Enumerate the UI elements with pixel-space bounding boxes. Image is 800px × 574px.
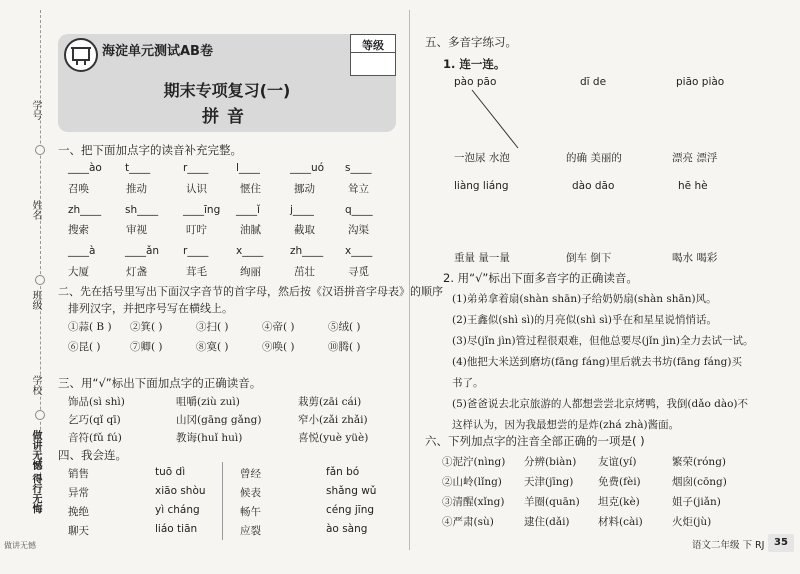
question-2-label: 2. 用“√”标出下面多音字的正确读音。 <box>443 271 638 285</box>
match-hanzi: 销售 <box>68 468 89 480</box>
word: 推动 <box>126 183 147 195</box>
section-5-title: 五、多音字练习。 <box>425 35 517 49</box>
option: 坦克(kè) <box>598 496 640 508</box>
pinyin-blank: r____ <box>183 245 209 257</box>
option: ④严肃(sù) <box>442 516 494 528</box>
grade-label: 等级 <box>362 39 384 52</box>
word: 绚丽 <box>240 266 261 278</box>
school-label: 学校 <box>30 375 41 395</box>
option: 火炬(jù) <box>672 516 712 528</box>
word: 搜索 <box>68 224 89 236</box>
reading-choice: 喜悦(yuè yüè) <box>298 432 369 444</box>
match-hanzi: 聊天 <box>68 525 89 537</box>
reading-choice: 饰品(sì shì) <box>68 396 125 408</box>
sentence: (5)爸爸说去北京旅游的人都想尝尝北京烤鸭，我倒(dǎo dào)不 <box>452 398 749 410</box>
option: 材料(cài) <box>598 516 643 528</box>
char-item: ⑦卿( ) <box>130 341 163 353</box>
word: 大厦 <box>68 266 89 278</box>
class-label: 班级 <box>30 290 41 310</box>
word: 召唤 <box>68 183 89 195</box>
pinyin-blank: ____īng <box>183 204 221 216</box>
match-hanzi: 应裂 <box>240 525 261 537</box>
page-subtitle: 拼音 <box>202 107 252 127</box>
word: 茸毛 <box>186 266 207 278</box>
polyphone-words: 重量 量一量 <box>454 252 510 264</box>
char-item: ⑩腾( ) <box>328 341 361 353</box>
reading-choice: 乞巧(qǐ qī) <box>68 414 121 426</box>
reading-choice: 窄小(zǎi zhǎi) <box>298 414 368 426</box>
word: 挪动 <box>294 183 315 195</box>
char-item: ⑧寞( ) <box>196 341 229 353</box>
option: 姐子(jiǎn) <box>672 496 721 508</box>
polyphone-pinyin: dào dāo <box>572 180 615 192</box>
match-pinyin: fǎn bó <box>326 466 360 478</box>
word: 截取 <box>294 224 315 236</box>
logo-icon <box>64 38 98 72</box>
match-pinyin: ào sàng <box>326 523 368 535</box>
polyphone-pinyin: hē hè <box>678 180 708 192</box>
match-hanzi: 异常 <box>68 487 89 499</box>
section-6-title: 六、下列加点字的注音全部正确的一项是( ) <box>425 434 645 448</box>
pinyin-blank: l____ <box>236 162 260 174</box>
word: 沟渠 <box>348 224 369 236</box>
section-4-title: 四、我会连。 <box>58 448 127 462</box>
pinyin-blank: ____ǐ <box>236 204 260 216</box>
connect-line <box>470 88 530 152</box>
option: 繁荣(róng) <box>672 456 727 468</box>
option: ②山岭(lǐng) <box>442 476 502 488</box>
section-2-title: 二、先在括号里写出下面汉字音节的首字母，然后按《汉语拼音字母表》的顺序 <box>58 285 443 298</box>
polyphone-words: 喝水 喝彩 <box>672 252 718 264</box>
pinyin-blank: ____uó <box>290 162 325 174</box>
pinyin-blank: x____ <box>345 245 373 257</box>
sentence: (1)弟弟拿着扇(shàn shān)子给奶奶扇(shàn shān)风。 <box>452 293 717 305</box>
pinyin-blank: zh____ <box>68 204 102 216</box>
word: 认识 <box>186 183 207 195</box>
page-title: 期末专项复习(一) <box>163 81 291 100</box>
binding-strip <box>0 0 48 574</box>
reading-choice: 栽剪(zāi cái) <box>298 396 362 408</box>
match-hanzi: 畅午 <box>240 506 261 518</box>
char-item: ④帝( ) <box>262 321 295 333</box>
student-id-label: 学号 <box>30 100 41 120</box>
match-pinyin: xiāo shòu <box>155 485 206 497</box>
word: 耸立 <box>348 183 369 195</box>
series-name: 海淀单元测试AB卷 <box>102 44 213 59</box>
char-item: ③扫( ) <box>196 321 229 333</box>
pinyin-blank: ____à <box>68 245 96 257</box>
pinyin-blank: zh____ <box>290 245 324 257</box>
section-2-title-cont: 排列汉字，并把序号写在横线上。 <box>68 302 233 315</box>
binding-hole <box>35 275 45 285</box>
char-item: ⑤绒( ) <box>328 321 361 333</box>
match-pinyin: céng jīng <box>326 504 375 516</box>
match-pinyin: tuō dì <box>155 466 186 478</box>
book-info: 语文二年级 下 RJ <box>692 540 765 551</box>
word: 叮咛 <box>186 224 207 236</box>
pinyin-blank: x____ <box>236 245 264 257</box>
sentence: (4)他把大米送到磨坊(fāng fáng)里后就去书坊(fāng fáng)买 <box>452 356 742 368</box>
section-1-title: 一、把下面加点字的读音补充完整。 <box>58 143 242 157</box>
char-item: ⑥昆( ) <box>68 341 101 353</box>
word: 油腻 <box>240 224 261 236</box>
polyphone-pinyin: liàng liáng <box>454 180 509 192</box>
char-item: ②箕( ) <box>130 321 163 333</box>
page-divider <box>409 10 410 550</box>
word: 茁壮 <box>294 266 315 278</box>
match-hanzi: 曾经 <box>240 468 261 480</box>
section-3-title: 三、用“√”标出下面加点字的正确读音。 <box>58 376 262 390</box>
char-item: ①蒜( B ) <box>68 321 112 333</box>
grade-box <box>350 34 396 76</box>
motto-label: 做讲无憾 得行无悔 <box>30 430 41 514</box>
reading-choice: 山冈(gāng gǎng) <box>176 414 262 426</box>
pinyin-blank: t____ <box>125 162 151 174</box>
word: 惬住 <box>240 183 261 195</box>
polyphone-pinyin: piāo piào <box>676 76 725 88</box>
corner-mark: 做讲无憾 <box>4 541 36 550</box>
word: 审视 <box>126 224 147 236</box>
word: 灯盏 <box>126 266 147 278</box>
polyphone-words: 的确 美丽的 <box>566 152 622 164</box>
pinyin-blank: r____ <box>183 162 209 174</box>
char-item: ⑨唤( ) <box>262 341 295 353</box>
reading-choice: 咀嚼(ziù zuì) <box>176 396 240 408</box>
pinyin-blank: q____ <box>345 204 373 216</box>
match-pinyin: shǎng wǔ <box>326 485 377 497</box>
polyphone-words: 倒车 倒下 <box>566 252 612 264</box>
match-divider <box>222 462 223 540</box>
pinyin-blank: s____ <box>345 162 372 174</box>
question-1-label: 1. 连一连。 <box>443 57 506 71</box>
pinyin-blank: sh____ <box>125 204 159 216</box>
polyphone-pinyin: dī de <box>580 76 607 88</box>
page-number: 35 <box>768 534 794 552</box>
match-pinyin: yì cháng <box>155 504 200 516</box>
polyphone-words: 漂亮 漂浮 <box>672 152 718 164</box>
option: ①泥泞(nìng) <box>442 456 506 468</box>
polyphone-words: 一泡尿 水泡 <box>454 152 510 164</box>
reading-choice: 音符(fǔ fú) <box>68 432 122 444</box>
word: 寻觅 <box>348 266 369 278</box>
polyphone-pinyin: pào pāo <box>454 76 497 88</box>
sentence-cont: 书了。 <box>452 377 484 389</box>
sentence: (3)尽(jǐn jìn)管过程很艰难，但他总要尽(jǐn jìn)全力去试一试。 <box>452 335 754 347</box>
option: 天津(jīng) <box>524 476 574 488</box>
option: 烟囱(cōng) <box>672 476 727 488</box>
match-hanzi: 候表 <box>240 487 261 499</box>
option: 友谊(yí) <box>598 456 637 468</box>
match-hanzi: 挽绝 <box>68 506 89 518</box>
option: 逮住(dǎi) <box>524 516 570 528</box>
sentence-cont: 这样认为，因为我最想尝的是炸(zhá zhà)酱面。 <box>452 419 680 431</box>
reading-choice: 教诲(huǐ huì) <box>176 432 243 444</box>
binding-hole <box>35 145 45 155</box>
binding-hole <box>35 410 45 420</box>
match-pinyin: liáo tiān <box>155 523 198 535</box>
pinyin-blank: j____ <box>290 204 314 216</box>
name-label: 姓名 <box>30 200 41 220</box>
option: 羊圈(quān) <box>524 496 580 508</box>
grade-divider <box>351 52 395 53</box>
option: 免费(fèi) <box>598 476 641 488</box>
pinyin-blank: ____ǎn <box>125 245 160 257</box>
option: ③清醒(xǐng) <box>442 496 505 508</box>
pinyin-blank: ____ào <box>68 162 102 174</box>
option: 分辨(biàn) <box>524 456 577 468</box>
sentence: (2)王鑫似(shì sì)的月亮似(shì sì)乎在和星星说悄悄话。 <box>452 314 717 326</box>
